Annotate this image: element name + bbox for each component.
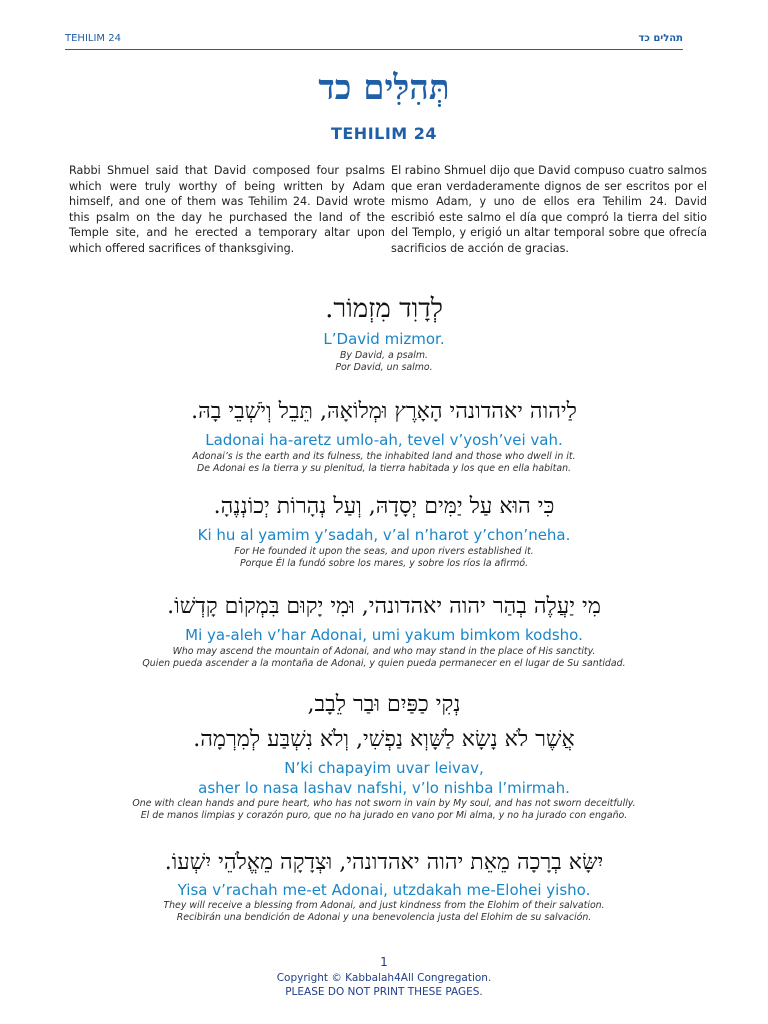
verse-transliteration: L’David mizmor.: [323, 330, 445, 348]
header-right: תהלים כד: [638, 33, 683, 44]
verse-hebrew-line-2: אֲשֶׁר לֹא נָשָׂא לַשָּׁוְא נַפְשִׁי, וְלֹא נִשְׁבַּע לְמִרְמָה.: [193, 727, 575, 752]
page-title-hebrew: תְּהִלִּים כד: [318, 68, 450, 108]
verse-4: [0, 590, 768, 670]
verse-hebrew: לַיהוה יאהדונהי הָאָרֶץ וּמְלוֹאָהּ, תֵּבֵל וְיֹשְׁבֵי בָהּ.: [191, 399, 577, 424]
verse-english: For He founded it upon the seas, and upon rivers established it.: [234, 546, 534, 557]
verse-2: [0, 395, 768, 475]
verse-transliteration: Mi ya-aleh v’har Adonai, umi yakum bimkom kodsho.: [185, 626, 583, 644]
verse-3: [0, 490, 768, 570]
verse-spanish: Porque Él la fundó sobre los mares, y sobre los ríos la afirmó.: [239, 558, 529, 569]
verse-english: One with clean hands and pure heart, who has not sworn in vain by My soul, and has not sworn deceitfully.: [132, 798, 636, 809]
verse-english: Who may ascend the mountain of Adonai, and who may stand in the place of His sanctity.: [172, 646, 596, 657]
verse-english: They will receive a blessing from Adonai, and just kindness from the Elohim of their salvation.: [163, 900, 605, 911]
verse-english: Adonai’s is the earth and its fulness, the inhabited land and those who dwell in it.: [192, 451, 576, 462]
verse-transliteration: Ladonai ha-aretz umlo-ah, tevel v’yosh’vei vah.: [205, 431, 563, 449]
verse-spanish: De Adonai es la tierra y su plenitud, la tierra habitada y los que en ella habitan.: [196, 463, 572, 474]
verse-6: [0, 846, 768, 924]
verse-hebrew: לְדָוִד מִזְמוֹר.: [325, 294, 443, 324]
verse-spanish: El de manos limpias y corazón puro, que no ha jurado en vano por Mi alma, y no ha jurado con engaño.: [140, 810, 628, 821]
verse-transliteration: Yisa v’rachah me-et Adonai, utzdakah me-Elohei yisho.: [177, 881, 591, 899]
verse-hebrew: יִשָּׂא בְרָכָה מֵאֵת יהוה יאהדונהי, וּצְדָקָה מֵאֱלֹהֵי יִשְׁעוֹ.: [164, 850, 604, 875]
intro-spanish: El rabino Shmuel dijo que David compuso cuatro salmos que eran verdaderamente dignos de ser escritos por el mismo Adam, y uno de ellos era Tehilim 24. David escribió este salmo el día que compró la tierra del sitio del Templo, y erigió un altar temporal sobre que ofrecía sacrificios de acción de gracias.: [391, 164, 707, 255]
header-left: TEHILIM 24: [65, 33, 121, 44]
page-number: 1: [380, 955, 388, 969]
verse-spanish: Quien pueda ascender a la montaña de Adonai, y quien pueda permanecer en el lugar de Su santidad.: [142, 658, 626, 669]
footer-copyright: Copyright © Kabbalah4All Congregation.: [276, 972, 492, 984]
verse-hebrew: כִּי הוּא עַל יַמִּים יְסָדָהּ, וְעַל נְהָרוֹת יְכוֹנְנֶהָ.: [213, 494, 555, 519]
verse-transliteration: N’ki chapayim uvar leivav,: [284, 759, 484, 777]
verse-transliteration: Ki hu al yamim y’sadah, v’al n’harot y’chon’neha.: [197, 526, 571, 544]
verse-english: By David, a psalm.: [339, 350, 428, 361]
footer-notice: PLEASE DO NOT PRINT THESE PAGES.: [285, 986, 483, 998]
intro-english: Rabbi Shmuel said that David composed four psalms which were truly worthy of being written by Adam himself, and one of them was Tehilim 24. David wrote this psalm on the day he purchased the land of the Temple site, and he erected a temporary altar upon which offered sacrifices of thanksgiving.: [69, 164, 385, 255]
verse-spanish: Por David, un salmo.: [335, 362, 433, 373]
verse-spanish: Recibirán una bendición de Adonai y una benevolencia justa del Elohim de su salvación.: [176, 912, 592, 923]
header-divider: [65, 49, 683, 50]
verse-hebrew: מִי יַעֲלֶה בְהַר יהוה יאהדונהי, וּמִי יָקוּם בִּמְקוֹם קָדְשׁוֹ.: [167, 594, 601, 619]
page-title: TEHILIM 24: [330, 124, 438, 143]
verse-transliteration-line-2: asher lo nasa lashav nafshi, v’lo nishba l’mirmah.: [198, 779, 570, 797]
verse-1: [0, 290, 768, 374]
verse-hebrew: נְקִי כַפַּיִם וּבַר לֵבָב,: [307, 692, 461, 717]
verse-5: [0, 688, 768, 822]
